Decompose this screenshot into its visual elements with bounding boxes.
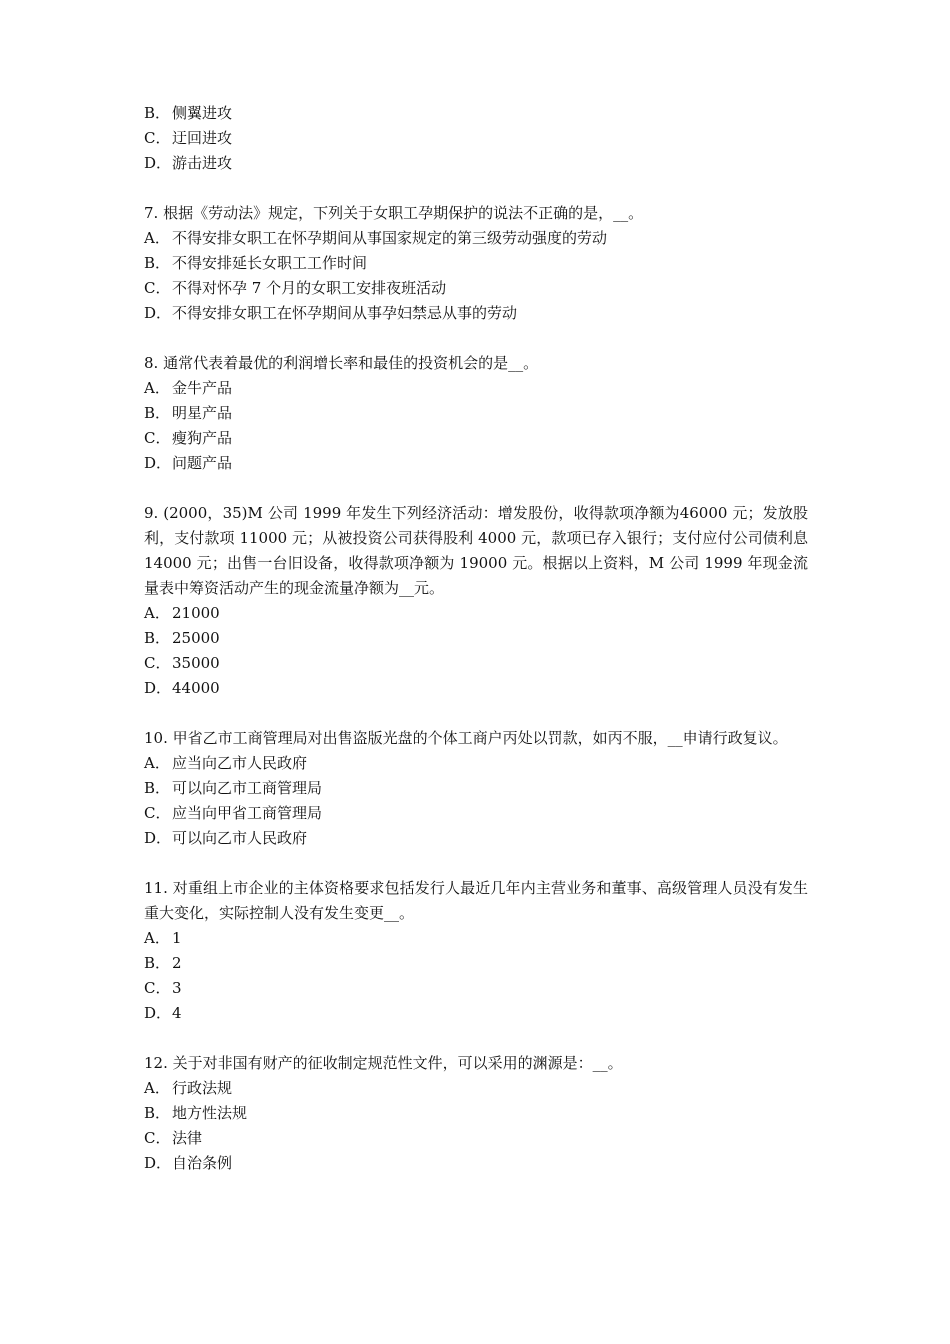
option-text: 不得安排延长女职工工作时间 [172, 254, 368, 272]
option-letter: C． [144, 654, 171, 672]
option-text: 金牛产品 [172, 379, 233, 397]
page-content [144, 101, 808, 1176]
option-b [144, 251, 808, 276]
option-text: 应当向乙市人民政府 [172, 754, 308, 772]
question-stem: 11. 对重组上市企业的主体资格要求包括发行人最近几年内主营业务和董事、高级管理人员没有发生重大变化，实际控制人没有发生变更__。 [144, 879, 808, 922]
option-text: 4 [172, 1004, 182, 1022]
option-text: 44000 [172, 679, 220, 697]
option-letter: B． [144, 104, 171, 122]
option-text: 3 [172, 979, 182, 997]
option-d [144, 826, 808, 851]
question-8 [144, 351, 808, 476]
option-letter: B． [144, 779, 171, 797]
option-b [144, 951, 808, 976]
question-stem: 7. 根据《劳动法》规定，下列关于女职工孕期保护的说法不正确的是，__。 [144, 204, 644, 222]
option-letter: A． [144, 754, 170, 772]
continued-options [144, 101, 808, 176]
option-letter: D． [144, 1154, 172, 1172]
option-d [144, 151, 808, 176]
option-text: 不得对怀孕 7 个月的女职工安排夜班活动 [172, 279, 447, 297]
option-letter: B． [144, 254, 171, 272]
option-letter: C． [144, 804, 171, 822]
question-stem: 9. (2000，35)M 公司 1999 年发生下列经济活动：增发股份，收得款项净额为46000 元；发放股利，支付款项 11000 元；从被投资公司获得股利 4000 元，款项已存入银行；支付应付公司债利息 14000 元；出售一台旧设备，收得款项净额为 19000 元。根据以上资料，M 公司 1999 年现金流量表中筹资活动产生的现金流量净额为__元。 [144, 504, 808, 597]
option-text: 应当向甲省工商管理局 [172, 804, 323, 822]
option-d [144, 676, 808, 701]
option-letter: D． [144, 1004, 172, 1022]
option-letter: B． [144, 404, 171, 422]
option-b [144, 101, 808, 126]
option-letter: D． [144, 679, 172, 697]
option-text: 可以向乙市工商管理局 [172, 779, 323, 797]
option-text: 行政法规 [172, 1079, 233, 1097]
option-letter: C． [144, 1129, 171, 1147]
question-stem: 8. 通常代表着最优的利润增长率和最佳的投资机会的是__。 [144, 354, 539, 372]
option-c [144, 651, 808, 676]
option-b [144, 1101, 808, 1126]
option-b [144, 776, 808, 801]
option-c [144, 976, 808, 1001]
option-c [144, 426, 808, 451]
option-letter: B． [144, 629, 171, 647]
question-stem: 12. 关于对非国有财产的征收制定规范性文件，可以采用的渊源是：__。 [144, 1054, 623, 1072]
option-letter: C． [144, 429, 171, 447]
option-letter: C． [144, 979, 171, 997]
option-text: 游击进攻 [172, 154, 233, 172]
option-letter: D． [144, 454, 172, 472]
option-a [144, 1076, 808, 1101]
option-text: 不得安排女职工在怀孕期间从事国家规定的第三级劳动强度的劳动 [172, 229, 608, 247]
question-7 [144, 201, 808, 326]
option-d [144, 1151, 808, 1176]
option-c [144, 1126, 808, 1151]
question-11 [144, 876, 808, 1026]
option-letter: A． [144, 229, 170, 247]
option-d [144, 301, 808, 326]
option-d [144, 451, 808, 476]
option-a [144, 376, 808, 401]
option-text: 迂回进攻 [172, 129, 233, 147]
option-text: 25000 [172, 629, 220, 647]
option-text: 瘦狗产品 [172, 429, 233, 447]
option-letter: D． [144, 154, 172, 172]
option-text: 可以向乙市人民政府 [172, 829, 308, 847]
option-text: 35000 [172, 654, 220, 672]
option-text: 问题产品 [172, 454, 233, 472]
question-12 [144, 1051, 808, 1176]
option-letter: D． [144, 304, 172, 322]
option-text: 地方性法规 [172, 1104, 248, 1122]
option-a [144, 601, 808, 626]
option-c [144, 276, 808, 301]
option-text: 明星产品 [172, 404, 233, 422]
option-text: 侧翼进攻 [172, 104, 233, 122]
option-b [144, 401, 808, 426]
option-letter: C． [144, 279, 171, 297]
option-text: 21000 [172, 604, 220, 622]
option-a [144, 926, 808, 951]
option-text: 1 [172, 929, 182, 947]
option-b [144, 626, 808, 651]
option-text: 不得安排女职工在怀孕期间从事孕妇禁忌从事的劳动 [172, 304, 518, 322]
option-letter: B． [144, 1104, 171, 1122]
question-9 [144, 501, 808, 701]
option-c [144, 801, 808, 826]
option-letter: B． [144, 954, 171, 972]
option-d [144, 1001, 808, 1026]
question-stem: 10. 甲省乙市工商管理局对出售盗版光盘的个体工商户丙处以罚款，如丙不服，__申请行政复议。 [144, 729, 788, 747]
option-letter: A． [144, 604, 170, 622]
option-letter: A． [144, 929, 170, 947]
option-a [144, 751, 808, 776]
option-c [144, 126, 808, 151]
option-letter: D． [144, 829, 172, 847]
option-letter: A． [144, 379, 170, 397]
option-text: 法律 [172, 1129, 203, 1147]
option-letter: C． [144, 129, 171, 147]
option-a [144, 226, 808, 251]
option-text: 自治条例 [172, 1154, 233, 1172]
option-letter: A． [144, 1079, 170, 1097]
option-text: 2 [172, 954, 182, 972]
question-10 [144, 726, 808, 851]
